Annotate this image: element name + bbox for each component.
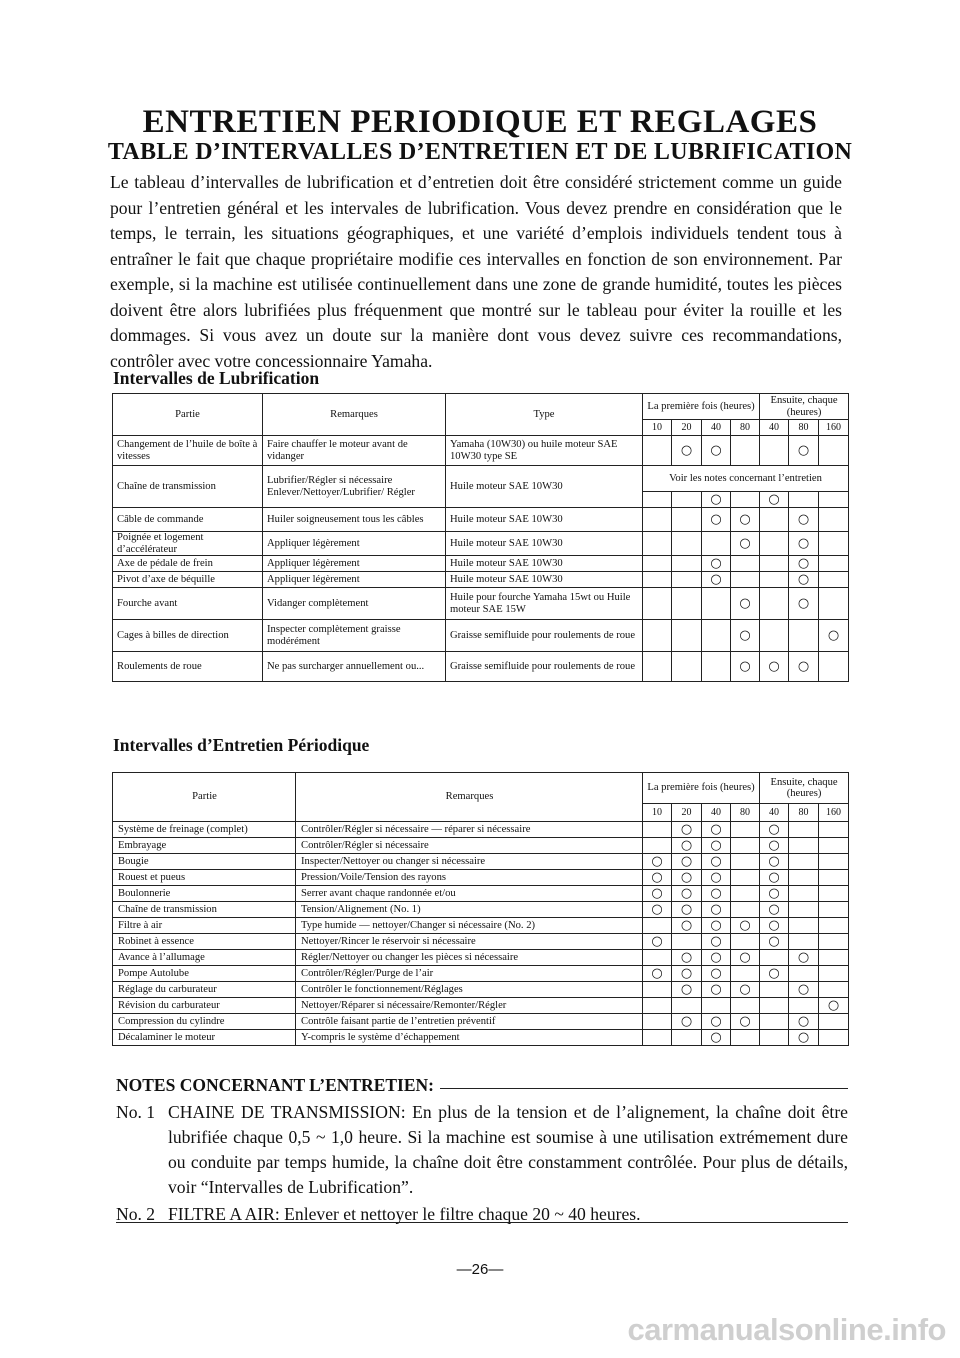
notes-heading [116, 1073, 848, 1098]
interval-cell [672, 998, 702, 1014]
interval-mark: ○ [643, 934, 672, 950]
type-cell: Huile moteur SAE 10W30 [446, 532, 643, 556]
part-cell: Embrayage [113, 838, 296, 854]
type-cell: Huile moteur SAE 10W30 [446, 572, 643, 588]
interval-cell [789, 822, 819, 838]
interval-mark: ○ [702, 950, 731, 966]
interval-cell [643, 532, 672, 556]
interval-cell [643, 652, 672, 682]
part-cell: Système de freinage (complet) [113, 822, 296, 838]
note-text: CHAINE DE TRANSMISSION: En plus de la tension et de l’alignement, la chaîne doit être lubrifiée chaque 0,5 ~ 1,0 heure. Si la machine est soumise à une utilisation extrémement dure ou conduite par temps humide, la chaîne doit être constamment contrôlée. Pour plus de détails, voir “Intervalles de Lubrification”. [168, 1102, 848, 1197]
remarks-cell: Appliquer légèrement [263, 532, 446, 556]
page-title: ENTRETIEN PERIODIQUE ET REGLAGES [142, 104, 818, 140]
lubrication-table [112, 393, 849, 682]
table-row [113, 950, 849, 966]
remarks-cell: Régler/Nettoyer ou changer les pièces si nécessaire [296, 950, 643, 966]
header-first-time: La première fois (heures) [643, 394, 760, 420]
interval-cell [789, 902, 819, 918]
table-row [113, 902, 849, 918]
interval-cell [760, 588, 789, 620]
remarks-cell: Inspecter complètement graisse modérément [263, 620, 446, 652]
remarks-cell: Faire chauffer le moteur avant de vidanger [263, 436, 446, 466]
table-row [113, 934, 849, 950]
interval-mark: ○ [789, 1030, 819, 1046]
interval-mark: ○ [702, 902, 731, 918]
interval-cell [819, 532, 849, 556]
part-cell: Fourche avant [113, 588, 263, 620]
type-cell: Huile moteur SAE 10W30 [446, 466, 643, 508]
interval-cell [789, 854, 819, 870]
interval-mark: ○ [672, 436, 702, 466]
interval-mark: ○ [672, 902, 702, 918]
interval-mark: ○ [702, 1030, 731, 1046]
interval-cell [789, 886, 819, 902]
table-row [113, 1014, 849, 1030]
part-cell: Chaîne de transmission [113, 902, 296, 918]
interval-cell [819, 436, 849, 466]
interval-cell [819, 854, 849, 870]
interval-cell [643, 998, 672, 1014]
table-row [113, 532, 849, 556]
interval-cell [731, 838, 760, 854]
interval-mark: ○ [672, 966, 702, 982]
hours-cell: 160 [819, 804, 849, 822]
interval-cell [760, 950, 789, 966]
interval-cell [731, 436, 760, 466]
interval-cell [672, 532, 702, 556]
remarks-cell: Contrôle faisant partie de l’entretien préventif [296, 1014, 643, 1030]
interval-cell [760, 620, 789, 652]
interval-mark: ○ [672, 822, 702, 838]
interval-mark: ○ [702, 1014, 731, 1030]
interval-mark: ○ [643, 886, 672, 902]
interval-cell [789, 870, 819, 886]
interval-cell [731, 902, 760, 918]
interval-mark: ○ [731, 950, 760, 966]
interval-cell [760, 532, 789, 556]
interval-mark: ○ [789, 436, 819, 466]
interval-cell [672, 556, 702, 572]
header-then-every: Ensuite, chaque (heures) [760, 773, 849, 804]
interval-mark: ○ [702, 822, 731, 838]
lubrication-header-row [113, 394, 849, 420]
part-cell: Avance à l’allumage [113, 950, 296, 966]
hours-cell: 80 [789, 420, 819, 436]
remarks-cell: Nettoyer/Rincer le réservoir si nécessaire [296, 934, 643, 950]
header-remarks: Remarques [296, 773, 643, 822]
interval-cell [643, 508, 672, 532]
lubrication-section-title: Intervalles de Lubrification [113, 368, 320, 388]
table-row [113, 436, 849, 466]
interval-mark: ○ [819, 620, 849, 652]
interval-cell [789, 620, 819, 652]
hours-cell: 10 [643, 420, 672, 436]
table-row [113, 870, 849, 886]
interval-mark: ○ [731, 508, 760, 532]
table-row [113, 918, 849, 934]
maintenance-section-title: Intervalles d’Entretien Périodique [113, 735, 370, 755]
watermark: carmanualsonline.info [627, 1312, 946, 1347]
part-cell: Pompe Autolube [113, 966, 296, 982]
interval-mark: ○ [731, 588, 760, 620]
type-cell: Graisse semifluide pour roulements de roue [446, 652, 643, 682]
interval-cell [731, 572, 760, 588]
interval-cell [819, 508, 849, 532]
interval-cell [819, 934, 849, 950]
table-row [113, 966, 849, 982]
interval-mark: ○ [672, 870, 702, 886]
interval-mark: ○ [789, 652, 819, 682]
remarks-cell: Vidanger complètement [263, 588, 446, 620]
interval-cell [702, 620, 731, 652]
header-then-every: Ensuite, chaque (heures) [760, 394, 849, 420]
interval-cell [731, 492, 760, 508]
interval-cell [819, 572, 849, 588]
table-row [113, 556, 849, 572]
notes-bottom-rule [116, 1222, 848, 1223]
interval-cell [819, 822, 849, 838]
interval-cell [731, 886, 760, 902]
remarks-cell: Contrôler/Régler si nécessaire [296, 838, 643, 854]
interval-mark: ○ [789, 556, 819, 572]
part-cell: Câble de commande [113, 508, 263, 532]
interval-cell [672, 620, 702, 652]
interval-mark: ○ [672, 838, 702, 854]
interval-mark: ○ [643, 870, 672, 886]
interval-mark: ○ [702, 918, 731, 934]
interval-mark: ○ [760, 966, 789, 982]
interval-mark: ○ [702, 966, 731, 982]
intro-paragraph: Le tableau d’intervalles de lubrification et d’entretien doit être considéré strictement comme un guide pour l’entretien général et les intervales de lubrification. Vous devez prendre en considération que le temps, le terrain, les situations géographiques, et une variété d’emplois individuels tendent tous à entraîner le fait que chaque propriétaire modifie ces intervalles en fonction de son environnement. Par exemple, si la machine est utilisée continuellement dans une zone de grande humidité, toutes les pièces doivent être alors lubrifiées plus fréquenment que montré sur le tableau pour éviter la rouille et les dommages. Si vous avez un doute sur la manière dont vous devez suivre ces recommandations, contrôler avec votre concessionnaire Yamaha. [110, 172, 842, 371]
interval-cell [643, 1030, 672, 1046]
remarks-cell: Nettoyer/Réparer si nécessaire/Remonter/Régler [296, 998, 643, 1014]
interval-cell [702, 652, 731, 682]
interval-cell [731, 822, 760, 838]
interval-cell [643, 838, 672, 854]
interval-cell [731, 854, 760, 870]
interval-cell [643, 620, 672, 652]
interval-cell [789, 966, 819, 982]
table-row [113, 822, 849, 838]
note-item [116, 1202, 848, 1227]
interval-cell [789, 998, 819, 1014]
interval-mark: ○ [672, 886, 702, 902]
notes-title: NOTES CONCERNANT L’ENTRETIEN: [116, 1075, 434, 1095]
interval-cell [819, 838, 849, 854]
remarks-cell: Huiler soigneusement tous les câbles [263, 508, 446, 532]
interval-cell [789, 492, 819, 508]
part-cell: Compression du cylindre [113, 1014, 296, 1030]
interval-mark: ○ [760, 902, 789, 918]
hours-cell: 10 [643, 804, 672, 822]
interval-cell [731, 870, 760, 886]
remarks-cell: Tension/Alignement (No. 1) [296, 902, 643, 918]
interval-cell [789, 918, 819, 934]
remarks-cell: Inspecter/Nettoyer ou changer si nécessaire [296, 854, 643, 870]
interval-mark: ○ [702, 934, 731, 950]
interval-cell [731, 556, 760, 572]
hours-cell: 20 [672, 804, 702, 822]
type-cell: Graisse semifluide pour roulements de roue [446, 620, 643, 652]
interval-cell [760, 436, 789, 466]
interval-mark: ○ [702, 838, 731, 854]
interval-mark: ○ [760, 492, 789, 508]
interval-mark: ○ [760, 934, 789, 950]
part-cell: Boulonnerie [113, 886, 296, 902]
table-row [113, 572, 849, 588]
interval-cell [731, 966, 760, 982]
part-cell: Poignée et logement d’accélérateur [113, 532, 263, 556]
interval-cell [819, 982, 849, 998]
remarks-cell: Lubrifier/Régler si nécessaire Enlever/Nettoyer/Lubrifier/ Régler [263, 466, 446, 508]
interval-cell [643, 492, 672, 508]
page-number: —26— [456, 1261, 504, 1278]
remarks-cell: Serrer avant chaque randonnée et/ou [296, 886, 643, 902]
interval-cell [789, 838, 819, 854]
part-cell: Pivot d’axe de béquille [113, 572, 263, 588]
interval-cell [643, 822, 672, 838]
interval-cell [672, 588, 702, 620]
interval-cell [643, 950, 672, 966]
chain-note-cell: Voir les notes concernant l’entretien [643, 466, 849, 492]
interval-cell [643, 918, 672, 934]
interval-cell [760, 508, 789, 532]
interval-mark: ○ [789, 532, 819, 556]
interval-cell [643, 436, 672, 466]
interval-cell [819, 966, 849, 982]
header-part: Partie [113, 394, 263, 436]
hours-cell: 80 [731, 420, 760, 436]
remarks-cell: Contrôler le fonctionnement/Réglages [296, 982, 643, 998]
interval-cell [760, 982, 789, 998]
interval-cell [819, 918, 849, 934]
interval-cell [643, 1014, 672, 1030]
interval-mark: ○ [789, 950, 819, 966]
interval-mark: ○ [731, 918, 760, 934]
hours-cell: 20 [672, 420, 702, 436]
remarks-cell: Type humide — nettoyer/Changer si nécessaire (No. 2) [296, 918, 643, 934]
interval-mark: ○ [819, 998, 849, 1014]
interval-mark: ○ [643, 966, 672, 982]
maintenance-table [112, 772, 849, 1046]
interval-cell [672, 652, 702, 682]
interval-cell [819, 1014, 849, 1030]
remarks-cell: Contrôler/Régler si nécessaire — réparer si nécessaire [296, 822, 643, 838]
interval-cell [702, 998, 731, 1014]
part-cell: Cages à billes de direction [113, 620, 263, 652]
maintenance-header-row [113, 773, 849, 804]
interval-cell [789, 934, 819, 950]
hours-cell: 80 [731, 804, 760, 822]
part-cell: Décalaminer le moteur [113, 1030, 296, 1046]
table-row [113, 620, 849, 652]
interval-mark: ○ [789, 982, 819, 998]
interval-cell [760, 572, 789, 588]
table-row [113, 1030, 849, 1046]
interval-cell [672, 508, 702, 532]
type-cell: Huile moteur SAE 10W30 [446, 556, 643, 572]
hours-cell: 40 [702, 804, 731, 822]
interval-mark: ○ [760, 822, 789, 838]
part-cell: Bougie [113, 854, 296, 870]
interval-cell [760, 1030, 789, 1046]
interval-mark: ○ [702, 436, 731, 466]
interval-mark: ○ [672, 918, 702, 934]
interval-cell [702, 588, 731, 620]
interval-cell [643, 556, 672, 572]
interval-mark: ○ [760, 886, 789, 902]
interval-cell [819, 1030, 849, 1046]
part-cell: Révision du carburateur [113, 998, 296, 1014]
interval-mark: ○ [702, 556, 731, 572]
interval-mark: ○ [672, 1014, 702, 1030]
interval-cell [819, 652, 849, 682]
interval-cell [819, 588, 849, 620]
table-row [113, 854, 849, 870]
header-type: Type [446, 394, 643, 436]
part-cell: Filtre à air [113, 918, 296, 934]
interval-cell [731, 1030, 760, 1046]
interval-mark: ○ [760, 854, 789, 870]
part-cell: Changement de l’huile de boîte à vitesses [113, 436, 263, 466]
interval-mark: ○ [731, 532, 760, 556]
interval-mark: ○ [672, 854, 702, 870]
hours-cell: 40 [760, 804, 789, 822]
interval-cell [672, 492, 702, 508]
interval-cell [672, 1030, 702, 1046]
interval-cell [643, 588, 672, 620]
type-cell: Huile moteur SAE 10W30 [446, 508, 643, 532]
interval-cell [819, 492, 849, 508]
hours-cell: 40 [702, 420, 731, 436]
interval-mark: ○ [731, 620, 760, 652]
header-remarks: Remarques [263, 394, 446, 436]
type-cell: Huile pour fourche Yamaha 15wt ou Huile moteur SAE 15W [446, 588, 643, 620]
interval-cell [819, 886, 849, 902]
note-number: No. 2 [116, 1204, 156, 1224]
interval-cell [760, 1014, 789, 1030]
notes-heading-rule [440, 1088, 848, 1089]
interval-mark: ○ [760, 652, 789, 682]
note-item [116, 1100, 848, 1200]
interval-mark: ○ [731, 982, 760, 998]
part-cell: Robinet à essence [113, 934, 296, 950]
note-number: No. 1 [116, 1102, 156, 1122]
interval-cell [760, 998, 789, 1014]
interval-cell [760, 556, 789, 572]
maintenance-notes [116, 1073, 848, 1227]
interval-mark: ○ [789, 588, 819, 620]
interval-cell [672, 572, 702, 588]
interval-mark: ○ [702, 492, 731, 508]
interval-mark: ○ [702, 572, 731, 588]
interval-cell [819, 870, 849, 886]
part-cell: Roulements de roue [113, 652, 263, 682]
type-cell: Yamaha (10W30) ou huile moteur SAE 10W30 type SE [446, 436, 643, 466]
part-cell: Chaîne de transmission [113, 466, 263, 508]
remarks-cell: Pression/Voile/Tension des rayons [296, 870, 643, 886]
interval-cell [702, 532, 731, 556]
interval-mark: ○ [702, 508, 731, 532]
interval-mark: ○ [643, 854, 672, 870]
interval-mark: ○ [702, 870, 731, 886]
header-first-time: La première fois (heures) [643, 773, 760, 804]
remarks-cell: Appliquer légèrement [263, 556, 446, 572]
hours-cell: 80 [789, 804, 819, 822]
table-row [113, 588, 849, 620]
interval-cell [819, 902, 849, 918]
interval-mark: ○ [672, 950, 702, 966]
part-cell: Rouest et pueus [113, 870, 296, 886]
remarks-cell: Y-compris le système d’échappement [296, 1030, 643, 1046]
interval-mark: ○ [643, 902, 672, 918]
interval-mark: ○ [672, 982, 702, 998]
interval-cell [643, 572, 672, 588]
interval-mark: ○ [702, 854, 731, 870]
interval-mark: ○ [760, 870, 789, 886]
table-row [113, 466, 849, 492]
page-subtitle: TABLE D’INTERVALLES D’ENTRETIEN ET DE LUBRIFICATION [107, 139, 853, 165]
interval-cell [731, 998, 760, 1014]
interval-cell [819, 950, 849, 966]
table-row [113, 838, 849, 854]
interval-mark: ○ [760, 918, 789, 934]
header-part: Partie [113, 773, 296, 822]
remarks-cell: Contrôler/Régler/Purge de l’air [296, 966, 643, 982]
interval-mark: ○ [731, 652, 760, 682]
part-cell: Réglage du carburateur [113, 982, 296, 998]
interval-cell [731, 934, 760, 950]
table-row [113, 982, 849, 998]
note-text: FILTRE A AIR: Enlever et nettoyer le filtre chaque 20 ~ 40 heures. [168, 1204, 641, 1224]
remarks-cell: Ne pas surcharger annuellement ou... [263, 652, 446, 682]
interval-cell [819, 556, 849, 572]
interval-cell [672, 934, 702, 950]
interval-mark: ○ [789, 508, 819, 532]
part-cell: Axe de pédale de frein [113, 556, 263, 572]
remarks-cell: Appliquer légèrement [263, 572, 446, 588]
table-row [113, 998, 849, 1014]
table-row [113, 508, 849, 532]
interval-mark: ○ [760, 838, 789, 854]
table-row [113, 652, 849, 682]
interval-mark: ○ [789, 1014, 819, 1030]
interval-mark: ○ [702, 886, 731, 902]
table-row [113, 886, 849, 902]
hours-cell: 40 [760, 420, 789, 436]
interval-cell [643, 982, 672, 998]
interval-mark: ○ [789, 572, 819, 588]
interval-mark: ○ [702, 982, 731, 998]
interval-mark: ○ [731, 1014, 760, 1030]
hours-cell: 160 [819, 420, 849, 436]
